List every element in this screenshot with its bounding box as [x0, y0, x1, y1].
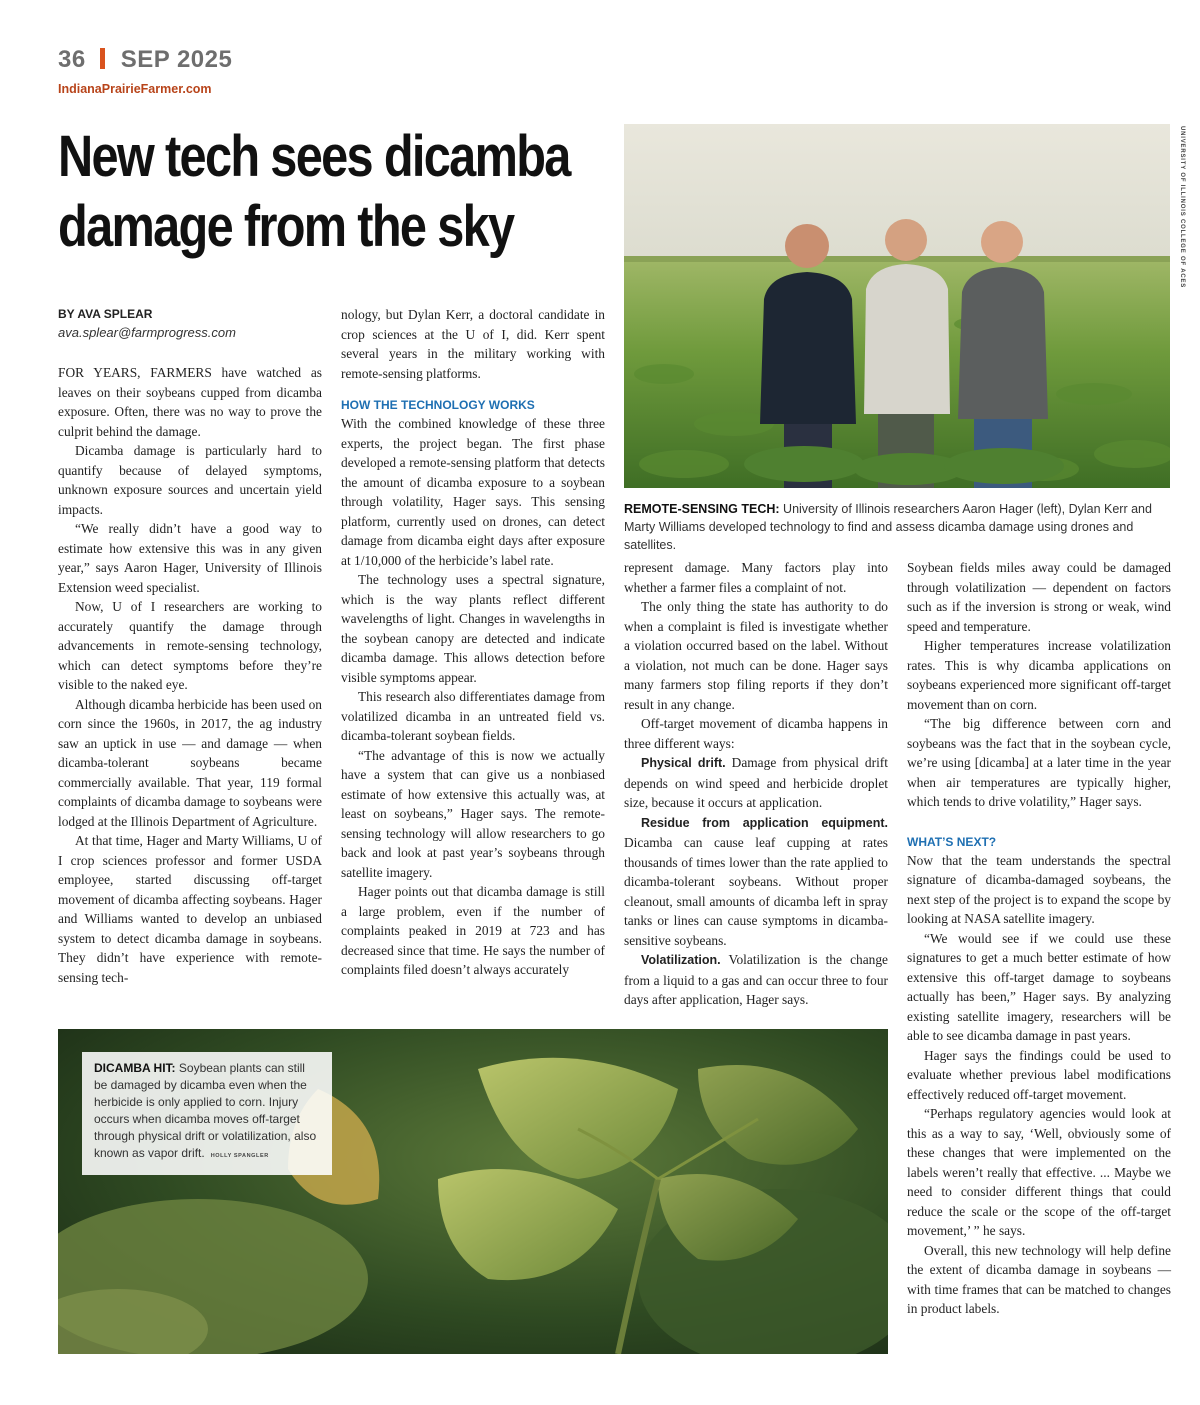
subhead-how-technology-works: HOW THE TECHNOLOGY WORKS	[341, 398, 535, 412]
page-number: 36	[58, 46, 86, 73]
drift-item-lead: Volatilization.	[641, 953, 721, 967]
body-paragraph: Dicamba damage is particularly hard to quantify because of delayed symptoms, unknown exposure sources and uncertain yield impacts.	[58, 443, 322, 517]
drift-item-physical: Physical drift. Damage from physical drift depends on wind speed and herbicide droplet size, because it occurs at application.	[624, 755, 888, 810]
researchers-in-soybean-field-image	[624, 124, 1170, 488]
top-photo-caption	[624, 500, 1174, 554]
body-paragraph: The technology uses a spectral signature, which is the way plants reflect different wavelengths of light. Changes in wavelengths in the soybean canopy are detected and indicate dicamba damage. This allows detection before visible symptoms appear.	[341, 572, 605, 685]
folio-divider	[100, 48, 105, 69]
body-paragraph: Now, U of I researchers are working to accurately quantify the damage through advancements in remote-sensing technology, which can detect symptoms before they’re visible to the naked eye.	[58, 599, 322, 692]
body-paragraph: “The big difference between corn and soybeans was the fact that in the soybean cycle, we’re using [dicamba] at a later time in the year when air temperatures are typically higher, which tends to drive volatility,” Hager says.	[907, 716, 1171, 809]
body-paragraph: Hager points out that dicamba damage is still a large problem, even if the number of complaints peaked in 2019 at 723 and has decreased since that time. He says the number of complaints filed doesn’t always accurately	[341, 884, 605, 977]
drift-item-residue: Residue from application equipment. Dicamba can cause leaf cupping at rates thousands of times lower than the rate applied to dicamba-tolerant soybeans. Without proper cleanout, small amounts of dicamba left in spray tanks or lines can cause symptoms in dicamba-sensitive soybeans.	[624, 815, 888, 948]
article-column-2	[341, 305, 605, 980]
body-paragraph: nology, but Dylan Kerr, a doctoral candidate in crop sciences at the U of I, did. Kerr spent several years in the military working with remote-sensing platforms.	[341, 307, 605, 381]
lede-paragraph: FOR YEARS, FARMERS have watched as leaves on their soybeans cupped from dicamba exposure. Often, there was no way to prove the culprit behind the damage.	[58, 365, 322, 439]
body-paragraph: “The advantage of this is now we actually have a system that can give us a nonbiased estimate of how extensive this actually was, at least on soybeans,” Hager says. The remote-sensing technology will allow researchers to go back and look at past year’s soybeans through satellite imagery.	[341, 747, 605, 880]
top-photo-credit: UNIVERSITY OF ILLINOIS COLLEGE OF ACES	[1179, 126, 1185, 289]
body-paragraph: “We really didn’t have a good way to estimate how extensive this was in any given year,” says Aaron Hager, University of Illinois Extension weed specialist.	[58, 521, 322, 595]
website-link[interactable]: IndianaPrairieFarmer.com	[58, 82, 212, 96]
issue-date: SEP 2025	[120, 46, 233, 73]
headline-line-2: damage from the sky	[58, 194, 514, 259]
bottom-photo-caption	[82, 1052, 332, 1175]
article-column-4	[907, 558, 1171, 1319]
headline-line-1: New tech sees dicamba	[58, 124, 570, 189]
top-caption-text: University of Illinois researchers Aaron Hager (left), Dylan Kerr and Marty Williams developed technology to find and assess dicamba damage using drones and satellites.	[624, 502, 1152, 552]
bottom-caption-text: Soybean plants can still be damaged by dicamba even when the herbicide is only applied to corn. Injury occurs when dicamba moves off-target through physical drift or volatilization, also known as vapor drift.	[94, 1061, 317, 1160]
body-paragraph: Soybean fields miles away could be damaged through volatilization — dependent on factors such as if the inversion is strong or weak, wind speed and temperature.	[907, 560, 1171, 634]
article-column-3	[624, 558, 888, 1010]
body-paragraph: represent damage. Many factors play into whether a farmer files a complaint of not.	[624, 560, 888, 595]
subhead-whats-next: WHAT’S NEXT?	[907, 834, 997, 849]
researchers-photo	[624, 124, 1170, 488]
body-paragraph: Although dicamba herbicide has been used on corn since the 1960s, in 2017, the ag industry saw an uptick in use — and damage — when dicamba-tolerant soybeans became commercially available. That year, 119 formal complaints of dicamba damage to soybeans were lodged at the Illinois Department of Agriculture.	[58, 696, 322, 829]
body-paragraph: Overall, this new technology will help define the extent of dicamba damage in soybeans — with time frames that can be matched to changes in product labels.	[907, 1242, 1171, 1316]
byline-author: BY AVA SPLEAR	[58, 307, 153, 321]
body-paragraph: Higher temperatures increase volatilization rates. This is why dicamba applications on soybeans experienced more significant off-target movement than on corn.	[907, 638, 1171, 712]
drift-item-lead: Residue from application equipment.	[641, 815, 888, 830]
body-paragraph: Off-target movement of dicamba happens in three different ways:	[624, 716, 888, 751]
drift-item-lead: Physical drift.	[641, 756, 726, 770]
folio	[58, 46, 232, 74]
body-paragraph: “Perhaps regulatory agencies would look at this as a way to say, ‘Well, obviously some of these changes that were implemented on the labels weren’t really that effective. ... Maybe we need to consider different things that could reduce the scale or the scope of the off-target movement,’ ” he says.	[907, 1106, 1171, 1238]
drift-item-volatilization: Volatilization. Volatilization is the change from a liquid to a gas and can occur three to four days after application, Hager says.	[624, 952, 889, 1007]
body-paragraph: The only thing the state has authority to do when a complaint is filed is investigate whether a violation occurred based on the label. Without a violation, not much can be done. Hager says many farmers stop filing reports if they don’t result in any change.	[624, 599, 888, 712]
bottom-caption-label: DICAMBA HIT:	[94, 1061, 176, 1075]
body-paragraph: Now that the team understands the spectral signature of dicamba-damaged soybeans, the next step of the project is to expand the scope by looking at NASA satellite imagery.	[907, 852, 1171, 926]
body-paragraph: This research also differentiates damage from volatilized dicamba in an untreated field vs. dicamba-tolerant soybean fields.	[341, 689, 605, 743]
byline-email[interactable]: ava.splear@farmprogress.com	[58, 325, 236, 340]
body-paragraph: “We would see if we could use these signatures to get a much better estimate of how extensive this off-target damage to soybeans actually has been,” Hager says. By analyzing existing satellite imagery, researchers will be able to see dicamba damage in past years.	[907, 930, 1171, 1043]
body-paragraph: With the combined knowledge of these three experts, the project began. The first phase developed a remote-sensing platform that detects the amount of dicamba exposure to a soybean through volatility, Hager says. This sensing platform, currently used on drones, can detect damage from dicamba eight days after exposure at 1/10,000 of the herbicide’s label rate.	[341, 416, 605, 568]
bottom-photo-credit: HOLLY SPANGLER	[210, 1153, 269, 1159]
body-paragraph: Hager says the findings could be used to evaluate whether previous label modifications effectively reduced off-target movement.	[907, 1047, 1171, 1102]
article-column-1	[58, 363, 322, 987]
body-paragraph: At that time, Hager and Marty Williams, U of I crop sciences professor and former USDA employee, started discussing off-target movement of dicamba affecting soybeans. Hager and Williams wanted to develop an unbiased system to detect dicamba damage in soybeans. They didn’t have experience with remote-sensing tech-	[58, 833, 322, 985]
headline	[58, 122, 570, 262]
top-caption-label: REMOTE-SENSING TECH:	[624, 502, 780, 516]
